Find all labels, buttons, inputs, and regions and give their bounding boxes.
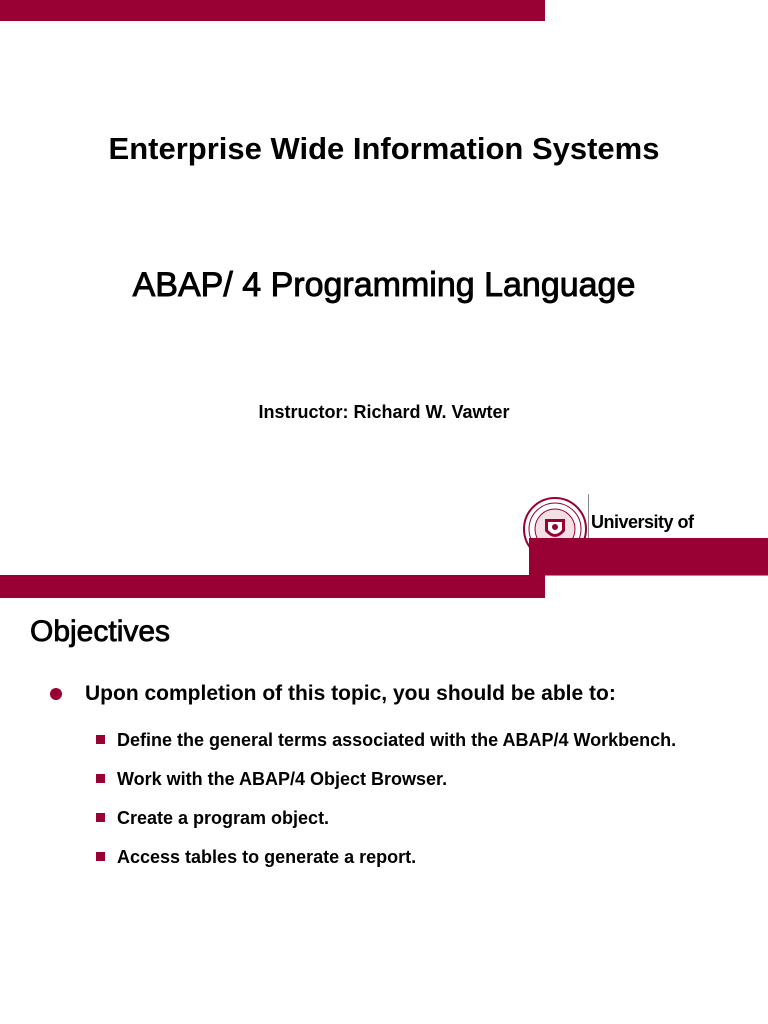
logo-line-1: University of — [591, 512, 694, 532]
slide-title: Enterprise Wide Information Systems — [108, 131, 660, 166]
bullet-dot-icon — [50, 688, 62, 700]
objectives-list — [96, 728, 736, 884]
list-item — [96, 728, 736, 753]
top-accent-bar — [0, 0, 545, 21]
square-bullet-icon — [96, 774, 105, 783]
subtitle-text: ABAP/ 4 Programming Language — [132, 266, 636, 304]
slide-subtitle — [0, 266, 768, 305]
list-item — [96, 806, 736, 831]
list-item — [96, 767, 736, 792]
instructor-line: Instructor: Richard W. Vawter — [258, 402, 510, 422]
bottom-accent-bar — [0, 575, 545, 598]
bottom-accent-bar-right — [545, 575, 768, 576]
list-item-text: Work with the ABAP/4 Object Browser. — [117, 769, 448, 789]
square-bullet-icon — [96, 735, 105, 744]
logo-accent-bar — [529, 538, 768, 575]
main-bullet-text: Upon completion of this topic, you should be able to: — [85, 682, 616, 705]
list-item-text: Create a program object. — [117, 808, 330, 828]
list-item-text: Access tables to generate a report. — [117, 847, 417, 867]
objectives-slide — [0, 600, 768, 1024]
square-bullet-icon — [96, 852, 105, 861]
list-item-text: Define the general terms associated with the ABAP/4 Workbench. — [117, 730, 677, 750]
list-item — [96, 845, 736, 870]
objectives-heading: Objectives — [30, 615, 171, 648]
square-bullet-icon — [96, 813, 105, 822]
